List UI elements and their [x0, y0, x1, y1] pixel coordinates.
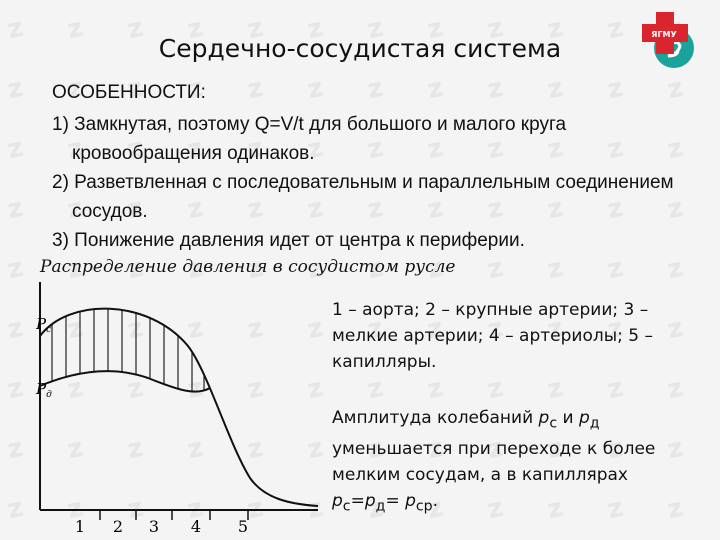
feature-item: 2) Разветвленная с последовательным и параллельным соединением сосудов.	[52, 172, 674, 222]
y-label-diastolic: $P_д$	[36, 380, 52, 400]
y-label-systolic: $P_c$	[36, 315, 52, 335]
feature-item: 1) Замкнутая, поэтому Q=V/t для большого и малого круга кровообращения одинаков.	[52, 114, 567, 164]
diagram-caption: Распределение давления в сосудистом русле	[40, 257, 456, 277]
hatching	[52, 282, 204, 540]
pressure-diagram	[28, 282, 318, 540]
features-list	[52, 110, 682, 255]
logo-text: ЯГМУ	[651, 30, 677, 39]
x-label-2: 2	[112, 517, 124, 536]
x-label-4: 4	[190, 517, 202, 536]
x-label-3: 3	[148, 517, 160, 536]
amplitude-note: Амплитуда колебаний $р_с$ и $р_д$ уменьшается при переходе к более мелким сосудам, а в капиллярах $р_с=р_д= р_{ср}$.	[332, 408, 656, 515]
slide-title: Сердечно-сосудистая система	[158, 34, 562, 63]
x-label-5: 5	[237, 517, 249, 536]
features-heading: ОСОБЕННОСТИ:	[52, 82, 206, 103]
systolic-curve	[40, 309, 318, 506]
feature-item: 3) Понижение давления идет от центра к периферии.	[52, 230, 525, 251]
university-logo	[638, 10, 702, 72]
x-label-1: 1	[74, 517, 86, 536]
vessel-legend: 1 – аорта; 2 – крупные артерии; 3 – мелкие артерии; 4 – артериолы; 5 – капилляры.	[332, 300, 653, 372]
